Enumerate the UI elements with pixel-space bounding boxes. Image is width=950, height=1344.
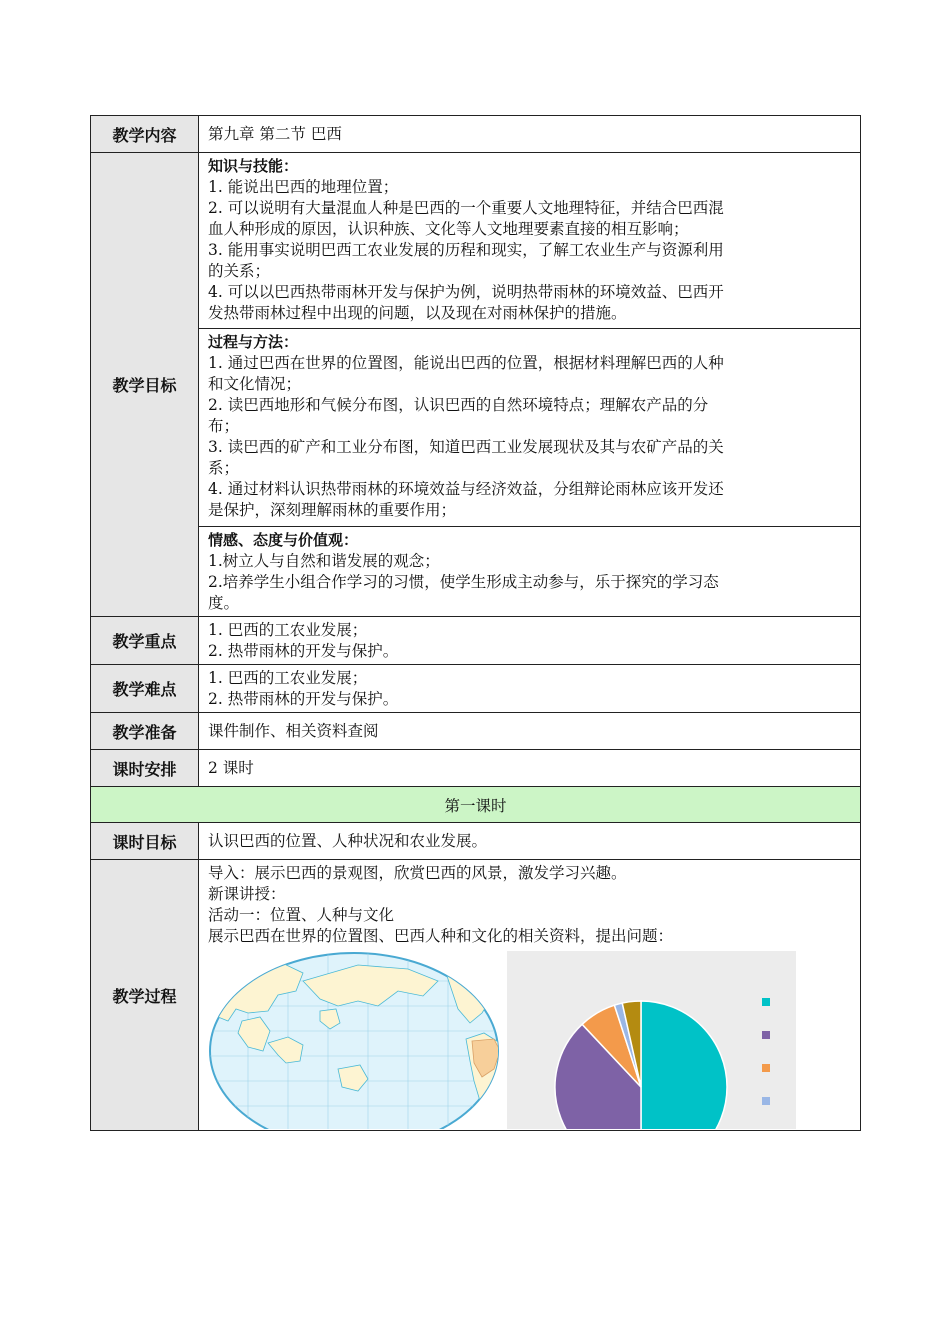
knowledge-line: 3. 能用事实说明巴西工农业发展的历程和现实，了解工农业生产与资源利用: [208, 241, 724, 259]
objectives-knowledge: [199, 153, 861, 329]
process-line: 布；: [208, 417, 240, 435]
pie-chart: [507, 951, 796, 1129]
pie-slice: [641, 1001, 727, 1129]
knowledge-heading: 知识与技能：: [208, 157, 299, 175]
row-label-preparation: 教学准备: [91, 713, 199, 750]
preparation-value: 课件制作、相关资料查阅: [199, 713, 861, 750]
legend-swatch: [762, 1031, 770, 1039]
legend-swatch: [762, 1097, 770, 1105]
process-step: 展示巴西在世界的位置图、巴西人种和文化的相关资料，提出问题：: [208, 927, 674, 945]
knowledge-line: 1. 能说出巴西的地理位置；: [208, 178, 399, 196]
knowledge-line: 4. 可以以巴西热带雨林开发与保护为例，说明热带雨林的环境效益、巴西开: [208, 283, 724, 301]
row-label-process: 教学过程: [91, 860, 199, 1131]
content-value: 第九章 第二节 巴西: [199, 116, 861, 153]
attitude-line: 1.树立人与自然和谐发展的观念；: [208, 552, 440, 570]
row-label-key-points: 教学重点: [91, 617, 199, 665]
attitude-line: 度。: [208, 594, 240, 612]
row-label-objectives: 教学目标: [91, 153, 199, 617]
legend-swatch: [762, 1064, 770, 1072]
knowledge-line: 的关系；: [208, 262, 271, 280]
row-label-session-goal: 课时目标: [91, 823, 199, 860]
attitude-line: 2.培养学生小组合作学习的习惯，使学生形成主动参与，乐于探究的学习态: [208, 573, 719, 591]
key-points-value: [199, 617, 861, 665]
process-line: 2. 读巴西地形和气候分布图，认识巴西的自然环境特点；理解农产品的分: [208, 396, 709, 414]
objectives-attitude: [199, 527, 861, 617]
legend-swatch: [762, 998, 770, 1006]
lesson-plan-table: [90, 115, 861, 1131]
process-line: 3. 读巴西的矿产和工业分布图，知道巴西工业发展现状及其与农矿产品的关: [208, 438, 724, 456]
schedule-value: 2 课时: [199, 750, 861, 787]
attitude-heading: 情感、态度与价值观：: [208, 531, 359, 549]
process-line: 是保护，深刻理解雨林的重要作用；: [208, 501, 457, 519]
process-line: 1. 通过巴西在世界的位置图，能说出巴西的位置，根据材料理解巴西的人种: [208, 354, 724, 372]
difficulties-value: [199, 665, 861, 713]
process-line: 和文化情况；: [208, 375, 302, 393]
figure-area: [208, 951, 852, 1129]
process-line: 4. 通过材料认识热带雨林的环境效益与经济效益，分组辩论雨林应该开发还: [208, 480, 724, 498]
row-label-schedule: 课时安排: [91, 750, 199, 787]
knowledge-line: 发热带雨林过程中出现的问题，以及现在对雨林保护的措施。: [208, 304, 627, 322]
process-step: 新课讲授：: [208, 885, 286, 903]
world-map-image: [208, 951, 500, 1129]
process-heading: 过程与方法：: [208, 333, 299, 351]
process-step: 活动一：位置、人种与文化: [208, 906, 395, 924]
difficulty-line: 1. 巴西的工农业发展；: [208, 669, 368, 687]
pie-chart-image: [507, 951, 796, 1129]
objectives-process: [199, 329, 861, 527]
process-step: 导入：展示巴西的景观图，欣赏巴西的风景，激发学习兴趣。: [208, 864, 627, 882]
knowledge-line: 血人种形成的原因，认识种族、文化等人文地理要素直接的相互影响；: [208, 220, 689, 238]
key-point-line: 2. 热带雨林的开发与保护。: [208, 642, 399, 660]
row-label-content: 教学内容: [91, 116, 199, 153]
difficulty-line: 2. 热带雨林的开发与保护。: [208, 690, 399, 708]
key-point-line: 1. 巴西的工农业发展；: [208, 621, 368, 639]
knowledge-line: 2. 可以说明有大量混血人种是巴西的一个重要人文地理特征，并结合巴西混: [208, 199, 724, 217]
process-line: 系；: [208, 459, 240, 477]
process-value: [199, 860, 861, 1131]
session-title: 第一课时: [91, 787, 861, 823]
session-goal-value: 认识巴西的位置、人种状况和农业发展。: [199, 823, 861, 860]
row-label-difficulties: 教学难点: [91, 665, 199, 713]
